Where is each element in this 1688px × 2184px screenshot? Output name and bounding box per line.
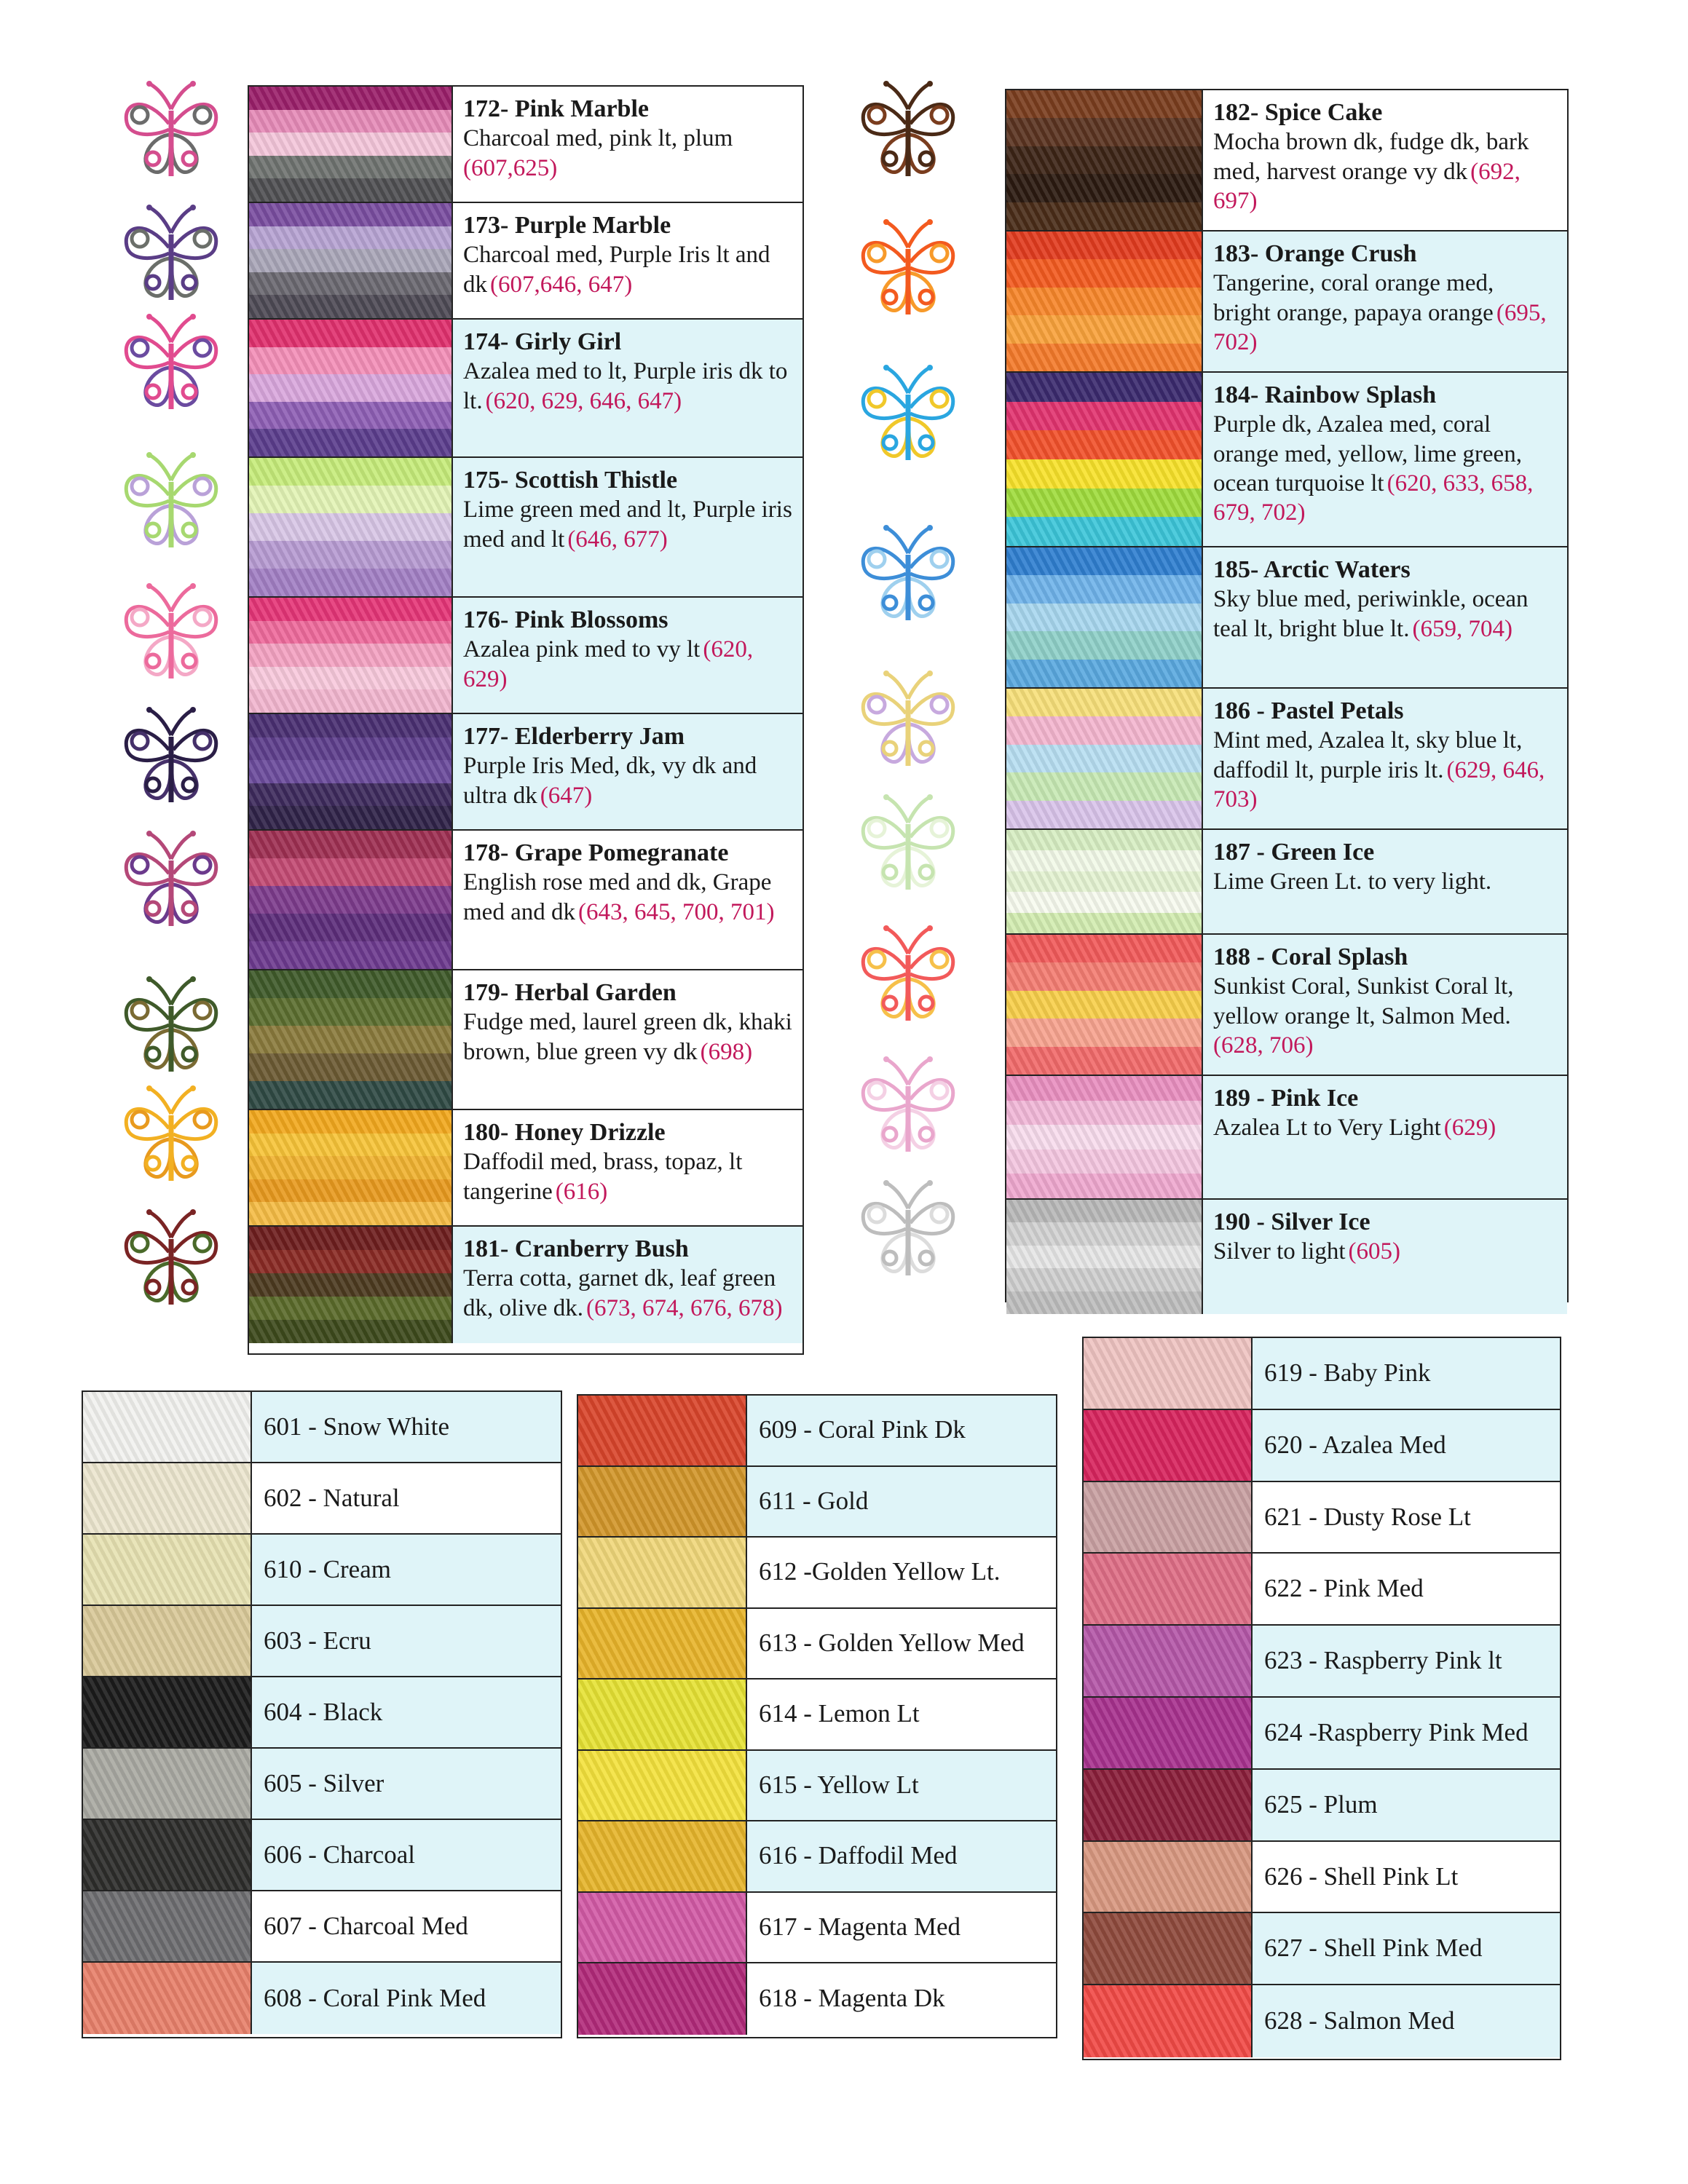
thread-row: [249, 87, 802, 203]
thread-title: 182- Spice Cake: [1213, 99, 1383, 126]
thread-texture: [578, 1893, 746, 1963]
thread-texture: [1006, 689, 1202, 828]
thread-title: 180- Honey Drizzle: [463, 1119, 666, 1146]
thread-info: [1203, 830, 1567, 933]
solid-thread-row: [578, 1609, 1056, 1680]
thread-info: [453, 320, 802, 456]
solid-thread-row: [578, 1396, 1056, 1467]
thread-row: [1006, 689, 1567, 830]
thread-texture: [1006, 935, 1202, 1075]
thread-description: Terra cotta, garnet dk, leaf green dk, olive dk.: [463, 1265, 776, 1321]
solid-thread-row: [83, 1677, 561, 1749]
thread-row: [249, 831, 802, 970]
solid-thread-label: 616 - Daffodil Med: [747, 1821, 1056, 1891]
solid-thread-label: 611 - Gold: [747, 1467, 1056, 1537]
thread-title: 187 - Green Ice: [1213, 839, 1375, 866]
thread-texture: [1006, 1076, 1202, 1198]
variegated-swatch: [249, 458, 453, 596]
butterfly-184-icon: [853, 364, 963, 473]
thread-texture: [578, 1821, 746, 1891]
thread-row: [249, 320, 802, 458]
solid-thread-row: [83, 1749, 561, 1820]
thread-codes: (629): [1443, 1115, 1496, 1142]
solid-swatch: [578, 1751, 747, 1821]
solid-thread-label: 605 - Silver: [252, 1749, 561, 1819]
thread-title: 190 - Silver Ice: [1213, 1208, 1370, 1235]
solid-swatch: [1084, 1338, 1253, 1409]
thread-info: [1203, 90, 1567, 230]
solid-swatch: [1084, 1985, 1253, 2057]
solid-swatch: [83, 1606, 252, 1676]
solid-swatch: [83, 1535, 252, 1605]
solid-thread-row: [83, 1820, 561, 1891]
solid-thread-label: 610 - Cream: [252, 1535, 561, 1605]
thread-texture: [83, 1963, 251, 2034]
solid-thread-label: 627 - Shell Pink Med: [1253, 1913, 1560, 1984]
solid-thread-row: [1084, 1482, 1560, 1554]
thread-codes: (607,646, 647): [490, 271, 633, 298]
variegated-swatch: [249, 203, 453, 318]
solid-thread-label: 606 - Charcoal: [252, 1820, 561, 1890]
thread-texture: [83, 1749, 251, 1819]
thread-codes: (616): [555, 1178, 608, 1205]
solid-swatch: [1084, 1698, 1253, 1768]
variegated-swatch: [249, 598, 453, 713]
variegated-swatch: [1006, 547, 1203, 687]
solid-thread-label: 625 - Plum: [1253, 1770, 1560, 1840]
solid-swatch: [1084, 1410, 1253, 1481]
thread-row: [1006, 373, 1567, 547]
solid-thread-label: 607 - Charcoal Med: [252, 1891, 561, 1961]
solid-swatch: [1084, 1626, 1253, 1696]
solid-thread-row: [578, 1821, 1056, 1893]
thread-codes: (698): [700, 1038, 753, 1065]
thread-info: [453, 598, 802, 713]
solid-thread-row: [1084, 1338, 1560, 1410]
thread-description: Mint med, Azalea lt, sky blue lt, daffodil lt, purple iris lt.: [1213, 727, 1523, 783]
variegated-swatch: [1006, 935, 1203, 1075]
butterfly-183-icon: [853, 218, 963, 328]
thread-description: English rose med and dk, Grape med and dk: [463, 869, 772, 925]
solid-swatch: [83, 1677, 252, 1747]
butterfly-189-icon: [853, 1056, 963, 1165]
solid-swatch: [1084, 1770, 1253, 1840]
thread-texture: [1006, 830, 1202, 933]
solid-thread-label: 613 - Golden Yellow Med: [747, 1609, 1056, 1679]
thread-info: [453, 714, 802, 829]
thread-row: [249, 598, 802, 714]
thread-texture: [249, 1110, 451, 1225]
butterfly-179-icon: [117, 976, 226, 1085]
thread-texture: [83, 1535, 251, 1605]
solid-swatch: [1084, 1554, 1253, 1624]
butterfly-172-icon: [117, 80, 226, 189]
solid-thread-label: 619 - Baby Pink: [1253, 1338, 1560, 1409]
thread-codes: (673, 674, 676, 678): [585, 1294, 783, 1321]
thread-texture: [249, 1227, 451, 1343]
variegated-swatch: [249, 970, 453, 1109]
butterfly-185-icon: [853, 524, 963, 633]
solid-swatch: [83, 1891, 252, 1961]
thread-texture: [249, 458, 451, 596]
thread-title: 183- Orange Crush: [1213, 240, 1417, 267]
thread-texture: [249, 320, 451, 456]
thread-title: 186 - Pastel Petals: [1213, 697, 1404, 724]
thread-codes: (628, 706): [1213, 1032, 1314, 1059]
thread-description: Sky blue med, periwinkle, ocean teal lt, bright blue lt.: [1213, 586, 1529, 642]
solid-swatch: [578, 1963, 747, 2035]
solid-thread-row: [83, 1891, 561, 1963]
thread-texture: [83, 1463, 251, 1533]
solid-swatch: [83, 1749, 252, 1819]
thread-row: [1006, 547, 1567, 689]
thread-info: [453, 1227, 802, 1343]
solid-swatch: [578, 1467, 747, 1537]
thread-title: 179- Herbal Garden: [463, 979, 677, 1006]
thread-texture: [83, 1606, 251, 1676]
solid-thread-label: 612 -Golden Yellow Lt.: [747, 1538, 1056, 1607]
butterfly-188-icon: [853, 925, 963, 1034]
thread-texture: [578, 1751, 746, 1821]
thread-texture: [1084, 1842, 1251, 1912]
variegated-swatch: [249, 714, 453, 829]
thread-texture: [83, 1820, 251, 1890]
solid-swatch: [83, 1392, 252, 1462]
thread-row: [249, 1110, 802, 1227]
thread-row: [249, 970, 802, 1110]
solid-thread-label: 614 - Lemon Lt: [747, 1679, 1056, 1749]
variegated-swatch: [1006, 830, 1203, 933]
thread-texture: [249, 714, 451, 829]
thread-texture: [578, 1963, 746, 2035]
thread-description: Azalea pink med to vy lt: [463, 636, 701, 663]
thread-info: [1203, 1200, 1567, 1314]
solid-thread-label: 621 - Dusty Rose Lt: [1253, 1482, 1560, 1553]
thread-description: Azalea med to lt, Purple iris dk to lt.: [463, 358, 788, 414]
solid-thread-row: [1084, 1554, 1560, 1626]
thread-description: Lime Green Lt. to very light.: [1213, 869, 1492, 895]
solid-thread-row: [1084, 1770, 1560, 1842]
thread-description: Fudge med, laurel green dk, khaki brown, blue green vy dk: [463, 1009, 792, 1065]
thread-texture: [1084, 1554, 1251, 1624]
thread-title: 185- Arctic Waters: [1213, 556, 1411, 583]
butterfly-178-icon: [117, 830, 226, 939]
thread-texture: [1084, 1338, 1251, 1409]
thread-info: [1203, 935, 1567, 1075]
thread-title: 184- Rainbow Splash: [1213, 381, 1437, 408]
butterfly-180-icon: [117, 1085, 226, 1194]
thread-row: [1006, 830, 1567, 935]
solid-swatch: [578, 1679, 747, 1749]
thread-texture: [83, 1891, 251, 1961]
solid-swatch: [83, 1820, 252, 1890]
thread-texture: [578, 1396, 746, 1465]
thread-codes: (620, 629, 646, 647): [485, 387, 682, 414]
thread-row: [249, 458, 802, 598]
thread-texture: [83, 1677, 251, 1747]
butterfly-182-icon: [853, 80, 963, 189]
thread-texture: [249, 203, 451, 318]
thread-codes: (643, 645, 700, 701): [577, 898, 775, 925]
thread-row: [1006, 1076, 1567, 1200]
solid-thread-label: 603 - Ecru: [252, 1606, 561, 1676]
thread-description: Daffodil med, brass, topaz, lt tangerine: [463, 1149, 743, 1205]
solid-thread-label: 618 - Magenta Dk: [747, 1963, 1056, 2035]
thread-info: [1203, 373, 1567, 546]
solid-swatch: [578, 1893, 747, 1963]
butterfly-177-icon: [117, 706, 226, 815]
thread-texture: [249, 87, 451, 202]
thread-row: [249, 203, 802, 320]
thread-description: Charcoal med, pink lt, plum: [463, 125, 733, 152]
butterfly-175-icon: [117, 451, 226, 561]
butterfly-174-icon: [117, 313, 226, 422]
thread-info: [453, 970, 802, 1109]
solid-thread-label: 617 - Magenta Med: [747, 1893, 1056, 1963]
thread-title: 188 - Coral Splash: [1213, 943, 1408, 970]
butterfly-187-icon: [853, 794, 963, 903]
thread-codes: (620, 629): [463, 636, 754, 692]
variegated-swatch: [249, 1110, 453, 1225]
thread-info: [1203, 547, 1567, 687]
solid-thread-label: 615 - Yellow Lt: [747, 1751, 1056, 1821]
thread-description: Silver to light: [1213, 1238, 1346, 1265]
thread-codes: (659, 704): [1412, 615, 1513, 642]
thread-description: Purple dk, Azalea med, coral orange med, yellow, lime green, ocean turquoise lt: [1213, 411, 1522, 496]
thread-description: Azalea Lt to Very Light: [1213, 1115, 1441, 1142]
variegated-swatch: [249, 320, 453, 456]
solid-thread-row: [1084, 1698, 1560, 1770]
solid-thread-row: [578, 1467, 1056, 1538]
thread-title: 181- Cranberry Bush: [463, 1235, 689, 1262]
solid-swatch: [578, 1821, 747, 1891]
solid-swatch: [578, 1396, 747, 1465]
thread-texture: [1084, 1913, 1251, 1984]
solid-swatch: [83, 1963, 252, 2034]
thread-row: [1006, 232, 1567, 373]
solid-thread-label: 608 - Coral Pink Med: [252, 1963, 561, 2034]
solid-swatch: [83, 1463, 252, 1533]
solid-thread-row: [578, 1751, 1056, 1822]
variegated-panel-left: [248, 85, 804, 1355]
variegated-swatch: [1006, 689, 1203, 828]
thread-texture: [1006, 547, 1202, 687]
solid-thread-label: 626 - Shell Pink Lt: [1253, 1842, 1560, 1912]
solid-thread-row: [1084, 1410, 1560, 1482]
solid-thread-row: [1084, 1913, 1560, 1985]
thread-info: [453, 87, 802, 202]
thread-description: Purple Iris Med, dk, vy dk and ultra dk: [463, 753, 757, 809]
thread-info: [1203, 232, 1567, 371]
thread-title: 176- Pink Blossoms: [463, 606, 669, 633]
solid-panel-col1: [82, 1390, 562, 2038]
thread-description: Mocha brown dk, fudge dk, bark med, harvest orange vy dk: [1213, 129, 1529, 185]
solid-swatch: [578, 1609, 747, 1679]
thread-texture: [1084, 1770, 1251, 1840]
thread-texture: [1006, 1200, 1202, 1314]
thread-texture: [249, 598, 451, 713]
solid-thread-row: [83, 1606, 561, 1677]
variegated-swatch: [1006, 1076, 1203, 1198]
variegated-swatch: [249, 1227, 453, 1343]
thread-description: Tangerine, coral orange med, bright orange, papaya orange: [1213, 270, 1494, 326]
solid-thread-label: 623 - Raspberry Pink lt: [1253, 1626, 1560, 1696]
solid-thread-row: [1084, 1842, 1560, 1914]
thread-title: 175- Scottish Thistle: [463, 467, 678, 494]
thread-codes: (605): [1348, 1238, 1400, 1265]
thread-info: [1203, 689, 1567, 828]
variegated-swatch: [249, 87, 453, 202]
solid-thread-row: [578, 1893, 1056, 1964]
thread-texture: [578, 1609, 746, 1679]
variegated-swatch: [1006, 90, 1203, 230]
solid-swatch: [1084, 1842, 1253, 1912]
thread-texture: [1084, 1410, 1251, 1481]
solid-thread-label: 624 -Raspberry Pink Med: [1253, 1698, 1560, 1768]
thread-row: [249, 1227, 802, 1343]
thread-row: [1006, 1200, 1567, 1314]
thread-texture: [1006, 232, 1202, 371]
thread-codes: (620, 633, 658, 679, 702): [1213, 470, 1534, 526]
thread-info: [1203, 1076, 1567, 1198]
thread-texture: [249, 970, 451, 1109]
thread-row: [249, 714, 802, 831]
thread-codes: (692, 697): [1213, 158, 1521, 214]
solid-swatch: [1084, 1482, 1253, 1553]
thread-texture: [249, 831, 451, 969]
solid-thread-label: 604 - Black: [252, 1677, 561, 1747]
solid-thread-row: [578, 1538, 1056, 1609]
thread-description: Lime green med and lt, Purple iris med and lt: [463, 496, 792, 553]
variegated-swatch: [1006, 373, 1203, 546]
thread-codes: (695, 702): [1213, 299, 1547, 355]
thread-description: Sunkist Coral, Sunkist Coral lt, yellow orange lt, Salmon Med.: [1213, 973, 1514, 1029]
solid-thread-row: [83, 1963, 561, 2034]
butterfly-176-icon: [117, 582, 226, 692]
thread-title: 189 - Pink Ice: [1213, 1085, 1359, 1112]
solid-panel-col3: [1082, 1337, 1561, 2060]
thread-row: [1006, 935, 1567, 1076]
thread-texture: [578, 1679, 746, 1749]
thread-info: [453, 831, 802, 969]
solid-thread-row: [578, 1963, 1056, 2035]
solid-thread-label: 620 - Azalea Med: [1253, 1410, 1560, 1481]
butterfly-186-icon: [853, 670, 963, 779]
variegated-swatch: [1006, 1200, 1203, 1314]
thread-title: 178- Grape Pomegranate: [463, 839, 729, 866]
butterfly-181-icon: [117, 1208, 226, 1318]
thread-title: 174- Girly Girl: [463, 328, 622, 355]
solid-thread-row: [578, 1679, 1056, 1751]
solid-swatch: [1084, 1913, 1253, 1984]
solid-thread-row: [83, 1392, 561, 1463]
thread-texture: [1084, 1626, 1251, 1696]
thread-row: [1006, 90, 1567, 232]
solid-thread-label: 602 - Natural: [252, 1463, 561, 1533]
variegated-swatch: [249, 831, 453, 969]
butterfly-173-icon: [117, 204, 226, 313]
solid-panel-col2: [577, 1394, 1057, 2038]
thread-info: [453, 1110, 802, 1225]
solid-thread-row: [83, 1463, 561, 1535]
thread-info: [453, 203, 802, 318]
thread-texture: [1084, 1482, 1251, 1553]
thread-codes: (607,625): [463, 154, 558, 181]
solid-swatch: [578, 1538, 747, 1607]
thread-description: Charcoal med, Purple Iris lt and dk: [463, 242, 770, 298]
solid-thread-label: 622 - Pink Med: [1253, 1554, 1560, 1624]
variegated-swatch: [1006, 232, 1203, 371]
solid-thread-row: [83, 1535, 561, 1606]
solid-thread-label: 609 - Coral Pink Dk: [747, 1396, 1056, 1465]
thread-codes: (647): [540, 782, 593, 809]
thread-codes: (646, 677): [567, 526, 668, 553]
thread-texture: [578, 1538, 746, 1607]
thread-texture: [83, 1392, 251, 1462]
thread-title: 172- Pink Marble: [463, 95, 649, 122]
solid-thread-label: 628 - Salmon Med: [1253, 1985, 1560, 2057]
thread-texture: [1006, 373, 1202, 546]
solid-thread-row: [1084, 1985, 1560, 2057]
thread-codes: (629, 646, 703): [1213, 756, 1545, 812]
thread-texture: [578, 1467, 746, 1537]
butterfly-190-icon: [853, 1179, 963, 1289]
thread-info: [453, 458, 802, 596]
thread-title: 177- Elderberry Jam: [463, 723, 685, 750]
solid-thread-row: [1084, 1626, 1560, 1698]
thread-texture: [1084, 1698, 1251, 1768]
solid-thread-label: 601 - Snow White: [252, 1392, 561, 1462]
thread-texture: [1084, 1985, 1251, 2057]
thread-texture: [1006, 90, 1202, 230]
thread-title: 173- Purple Marble: [463, 212, 671, 239]
variegated-panel-right: [1005, 89, 1569, 1302]
